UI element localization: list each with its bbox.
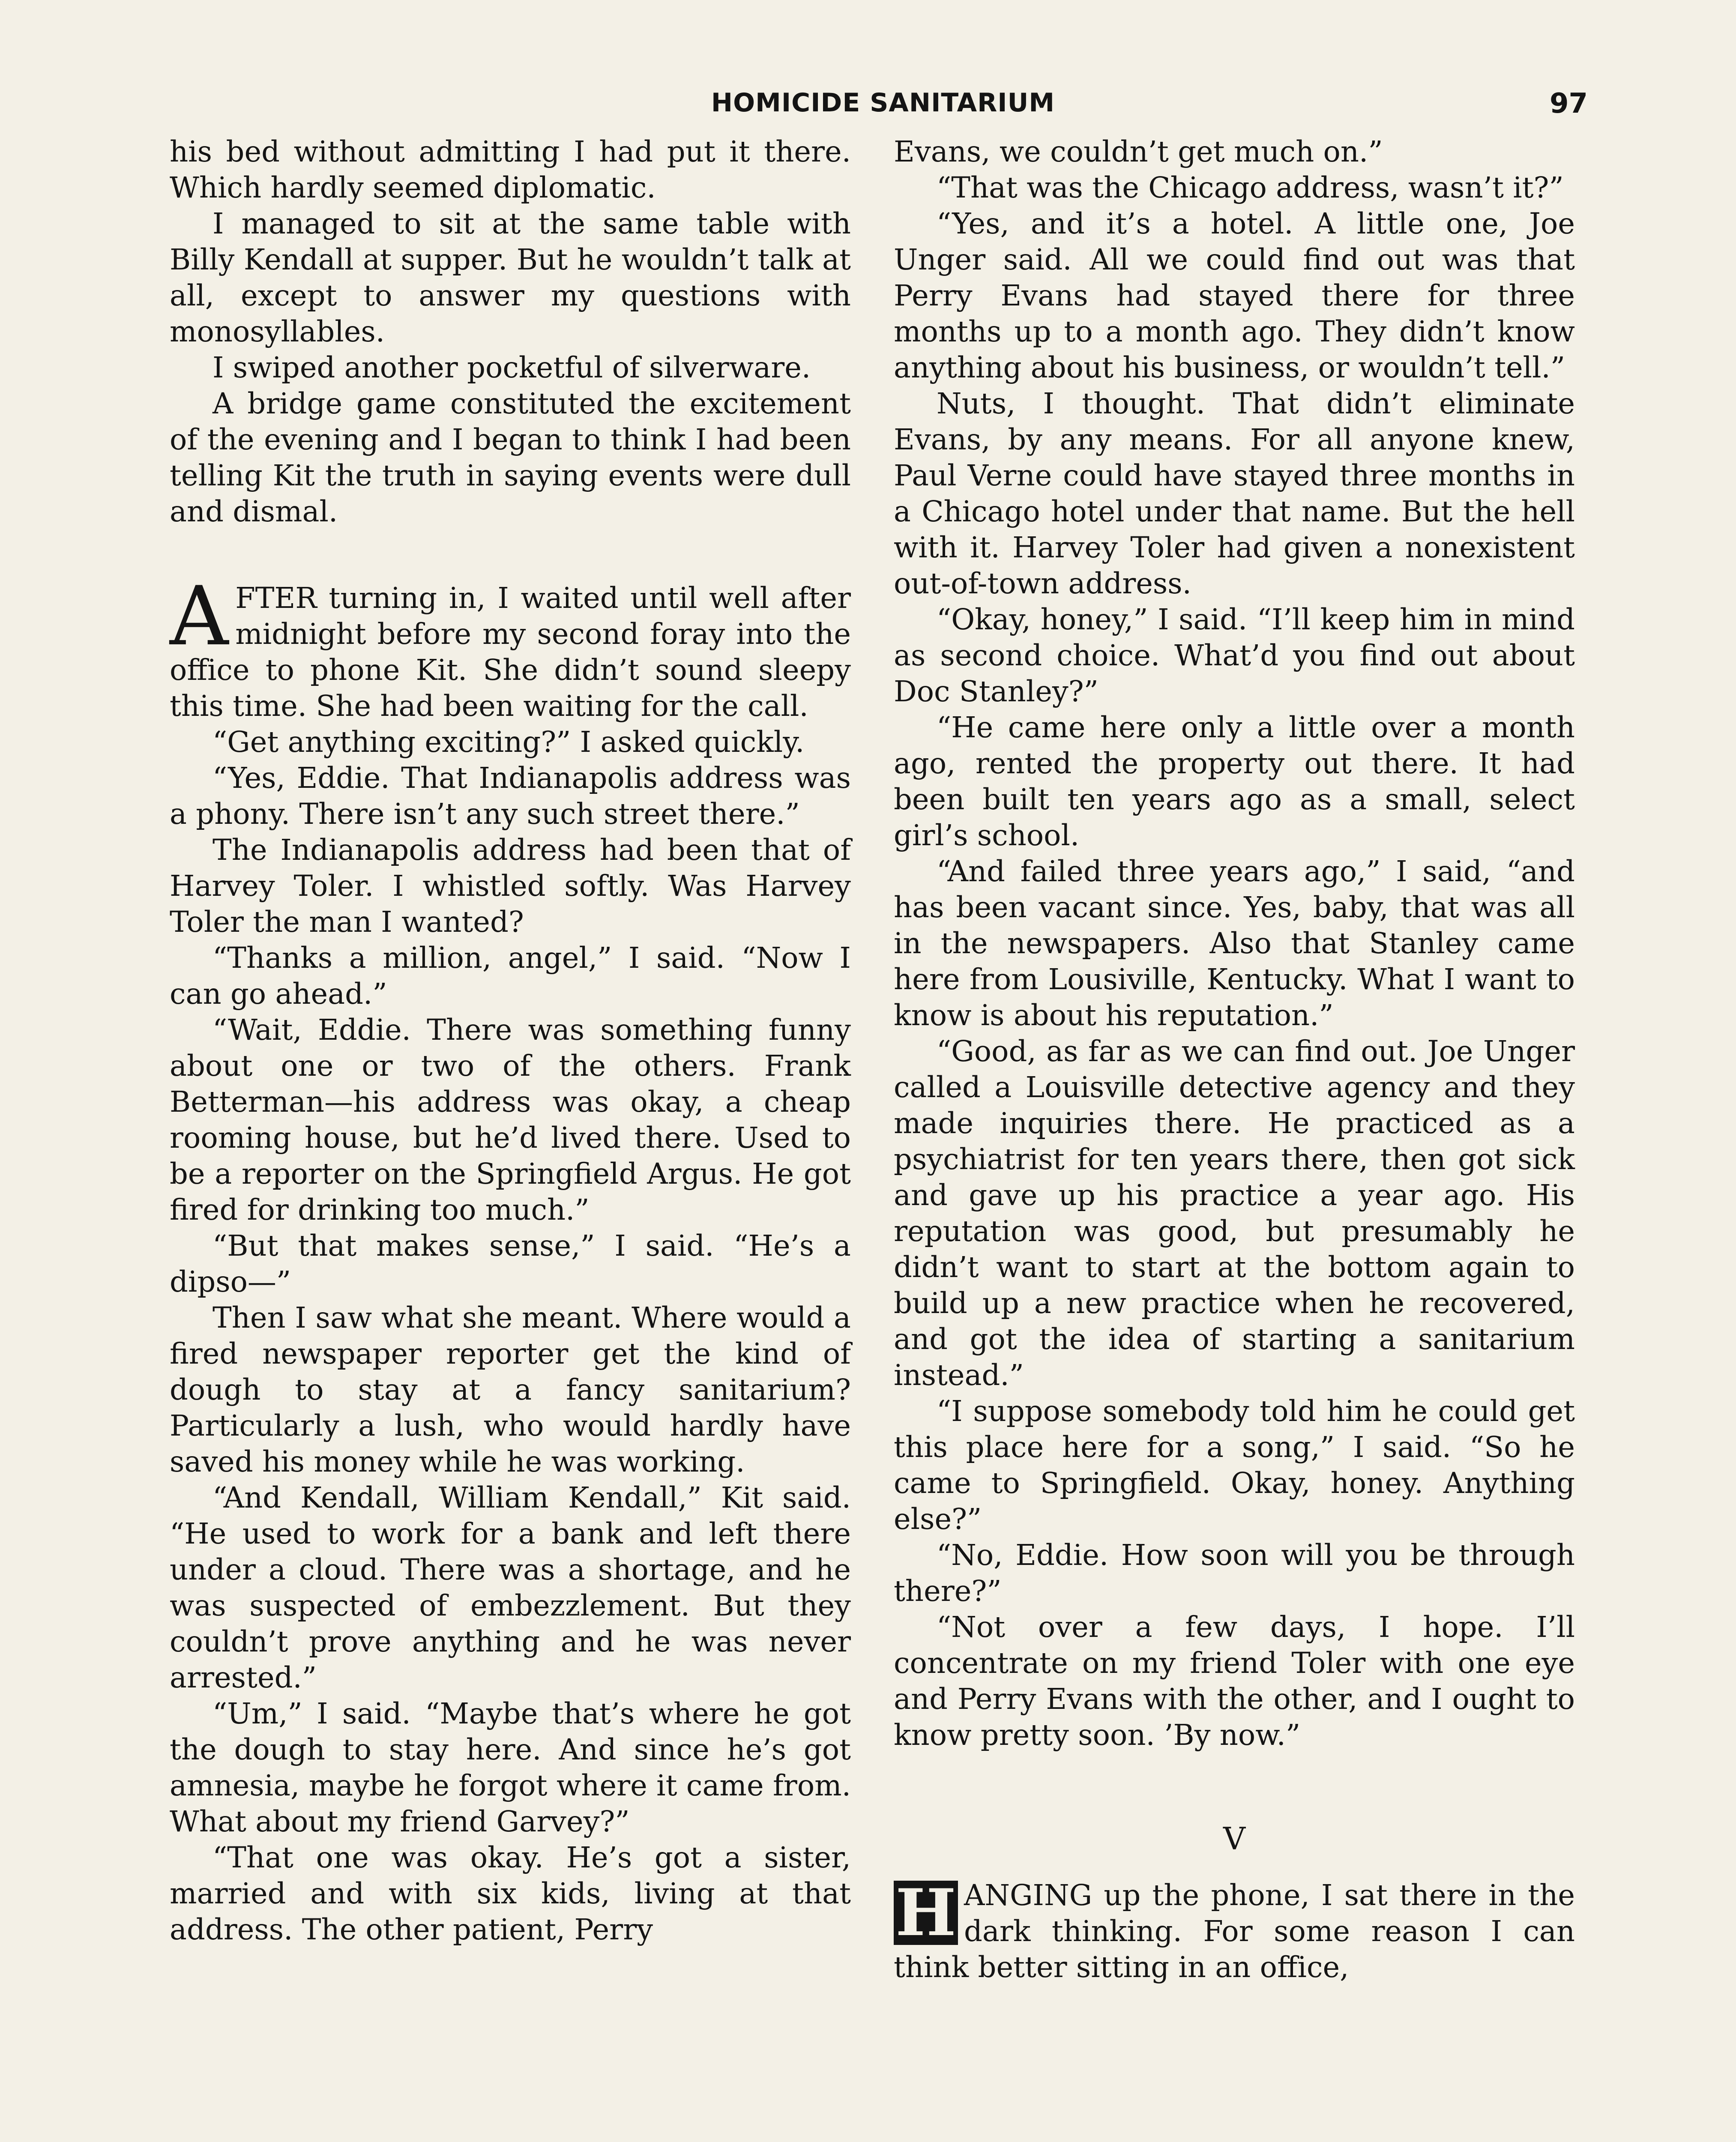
paragraph: “Thanks a million, angel,” I said. “Now I can go ahead.”: [170, 941, 851, 1011]
paragraph: The Indianapolis address had been that of Harvey Toler. I whistled softly. Was Harvey Toler the man I wanted?: [170, 833, 851, 939]
paragraph: his bed without admitting I had put it there. Which hardly seemed diplomatic.: [170, 135, 851, 204]
section-gap: [894, 1860, 1575, 1877]
paragraph: Then I saw what she meant. Where would a fired newspaper reporter get the kind of dough to stay at a fancy sanitarium? Particularly a lush, who would hardly have saved his money while he was working.: [170, 1301, 851, 1478]
dropcap-paragraph: [170, 569, 851, 724]
page-header: [170, 88, 1596, 126]
paragraph: “And Kendall, William Kendall,” Kit said. “He used to work for a bank and left there under a cloud. There was a shortage, and he was suspected of embezzlement. But they couldn’t prove anything and he was never arrested.”: [170, 1481, 851, 1694]
page-number: 97: [1549, 88, 1588, 120]
paragraph: “Okay, honey,” I said. “I’ll keep him in mind as second choice. What’d you find out about Doc Stanley?”: [894, 603, 1575, 708]
right-column: [894, 134, 1575, 1985]
paragraph: “Yes, and it’s a hotel. A little one, Joe Unger said. All we could find out was that Perry Evans had stayed there for three months up to a month ago. They didn’t know anything about his business, or wouldn’t tell.”: [894, 207, 1575, 384]
paragraph: “That was the Chicago address, wasn’t it?”: [937, 171, 1564, 204]
section-gap: [170, 530, 851, 580]
paragraph: “Yes, Eddie. That Indianapolis address was a phony. There isn’t any such street there.”: [170, 761, 851, 831]
paragraph: “Wait, Eddie. There was something funny about one or two of the others. Frank Betterman—his address was okay, a cheap rooming house, but he’d lived there. Used to be a reporter on the Springfield Argus. He got fired for drinking too much.”: [170, 1013, 851, 1227]
dropcap-paragraph-text: ANGING up the phone, I sat there in the dark thinking. For some reason I can think better sitting in an office,: [894, 1879, 1575, 1984]
paragraph: A bridge game constituted the excitement of the evening and I began to think I had been telling Kit the truth in saying events were dull and dismal.: [170, 387, 851, 528]
drop-cap: A: [170, 569, 229, 664]
paragraph: “Not over a few days, I hope. I’ll concentrate on my friend Toler with one eye and Perry Evans with the other, and I ought to know pretty soon. ’By now.”: [894, 1610, 1575, 1752]
paragraph: “Um,” I said. “Maybe that’s where he got the dough to stay here. And since he’s got amnesia, maybe he forgot where it came from. What about my friend Garvey?”: [170, 1697, 851, 1838]
paragraph: “That one was okay. He’s got a sister, married and with six kids, living at that address. The other patient, Perry: [170, 1841, 851, 1946]
section-number: V: [1223, 1821, 1245, 1857]
paragraph: Nuts, I thought. That didn’t eliminate Evans, by any means. For all anyone knew, Paul Verne could have stayed three months in a Chicago hotel under that name. But the hell with it. Harvey Toler had given a nonexistent out-of-town address.: [894, 387, 1575, 600]
paragraph: I managed to sit at the same table with Billy Kendall at supper. But he wouldn’t talk at all, except to answer my questions with monosyllables.: [170, 207, 851, 348]
drop-cap: H: [894, 1881, 958, 1945]
paragraph: Evans, we couldn’t get much on.”: [894, 135, 1383, 168]
dropcap-paragraph-text: FTER turning in, I waited until well after midnight before my second foray into the office to phone Kit. She didn’t sound sleepy this time. She had been waiting for the call.: [170, 581, 851, 723]
paragraph: “Get anything exciting?” I asked quickly.: [213, 725, 805, 759]
dropcap-paragraph: [894, 1877, 1575, 1985]
running-title: HOMICIDE SANITARIUM: [711, 88, 1055, 118]
paragraph: “I suppose somebody told him he could get this place here for a song,” I said. “So he came to Springfield. Okay, honey. Anything else?”: [894, 1394, 1575, 1536]
paragraph: “But that makes sense,” I said. “He’s a dipso—”: [170, 1229, 851, 1298]
paragraph: “And failed three years ago,” I said, “and has been vacant since. Yes, baby, that was all in the newspapers. Also that Stanley came here from Lousiville, Kentucky. What I want to know is about his reputation.”: [894, 855, 1575, 1032]
paragraph: “Good, as far as we can find out. Joe Unger called a Louisville detective agency and they made inquiries there. He practiced as a psychiatrist for ten years there, then got sick and gave up his practice a year ago. His reputation was good, but presumably he didn’t want to start at the bottom again to build up a new practice when he recovered, and got the idea of starting a sanitarium instead.”: [894, 1035, 1575, 1392]
left-column: [170, 134, 851, 1948]
paragraph: “He came here only a little over a month ago, rented the property out there. It had been built ten years ago as a small, select girl’s school.: [894, 711, 1575, 852]
section-gap: [894, 1753, 1575, 1817]
paragraph: I swiped another pocketful of silverware.: [213, 351, 811, 384]
paragraph: “No, Eddie. How soon will you be through there?”: [894, 1538, 1575, 1608]
